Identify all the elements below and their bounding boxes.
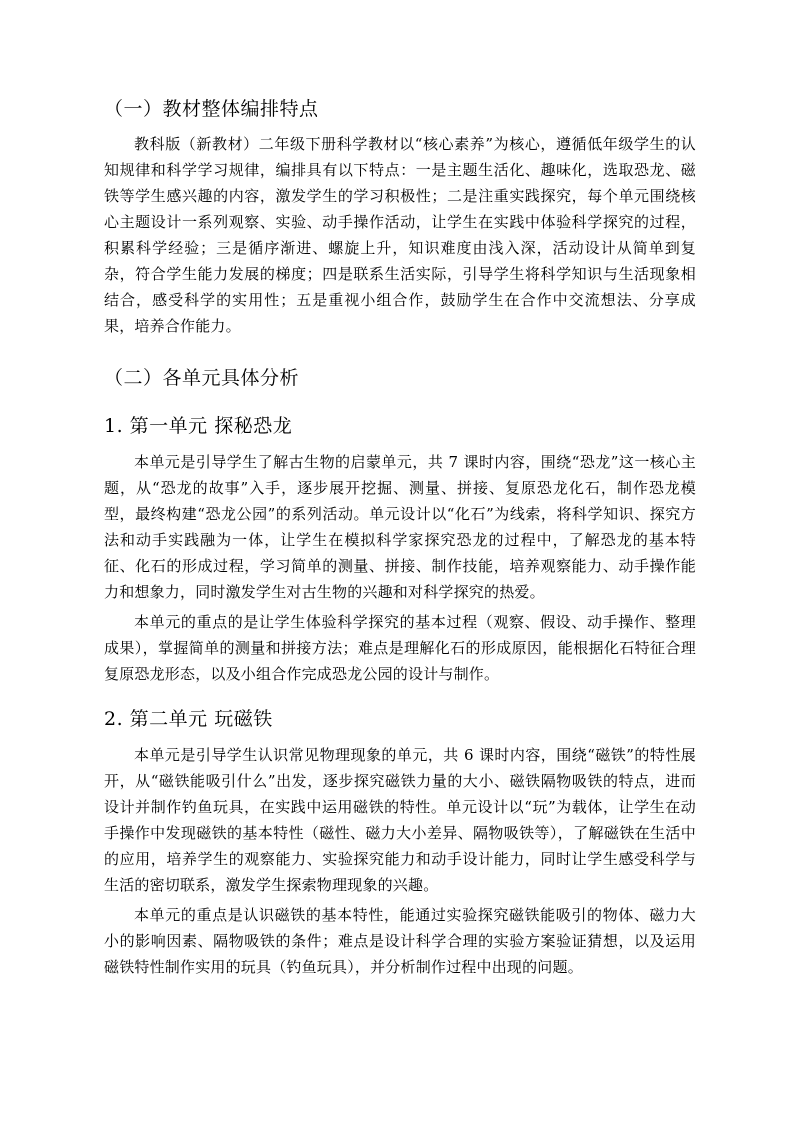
section-heading-unit-analysis: （二）各单元具体分析 bbox=[104, 367, 300, 389]
paragraph-unit1-focus: 本单元的重点的是让学生体验科学探究的基本过程（观察、假设、动手操作、整理成果），掌握简单的测量和拼接方法；难点是理解化石的形成原因，能根据化石特征合理复原恐龙形态，以及小组合作完成恐龙公园的设计与制作。 bbox=[104, 613, 696, 683]
unit-heading-magnet: 2. 第二单元 玩磁铁 bbox=[104, 708, 273, 730]
paragraph-unit2-overview: 本单元是引导学生认识常见物理现象的单元，共 6 课时内容，围绕“磁铁”的特性展开，从“磁铁能吸引什么”出发，逐步探究磁铁力量的大小、磁铁隔物吸铁的特点，进而设计并制作钓鱼玩具，在实践中运用磁铁的特性。单元设计以“玩”为载体，让学生在动手操作中发现磁铁的基本特性（磁性、磁力大小差异、隔物吸铁等），了解磁铁在生活中的应用，培养学生的观察能力、实验探究能力和动手设计能力，同时让学生感受科学与生活的密切联系，激发学生探索物理现象的兴趣。 bbox=[104, 746, 696, 894]
paragraph-overall-features: 教科版（新教材）二年级下册科学教材以“核心素养”为核心，遵循低年级学生的认知规律和科学学习规律，编排具有以下特点：一是主题生活化、趣味化，选取恐龙、磁铁等学生感兴趣的内容，激发学生的学习积极性；二是注重实践探究，每个单元围绕核心主题设计一系列观察、实验、动手操作活动，让学生在实践中体验科学探究的过程，积累科学经验；三是循序渐进、螺旋上升，知识难度由浅入深，活动设计从简单到复杂，符合学生能力发展的梯度；四是联系生活实际，引导学生将科学知识与生活现象相结合，感受科学的实用性；五是重视小组合作，鼓励学生在合作中交流想法、分享成果，培养合作能力。 bbox=[104, 135, 696, 335]
section-heading-overall-features: （一）教材整体编排特点 bbox=[104, 98, 319, 120]
paragraph-unit2-focus: 本单元的重点是认识磁铁的基本特性，能通过实验探究磁铁能吸引的物体、磁力大小的影响因素、隔物吸铁的条件；难点是设计科学合理的实验方案验证猜想，以及运用磁铁特性制作实用的玩具（钓鱼玩具），并分析制作过程中出现的问题。 bbox=[104, 906, 696, 976]
paragraph-unit1-overview: 本单元是引导学生了解古生物的启蒙单元，共 7 课时内容，围绕“恐龙”这一核心主题，从“恐龙的故事”入手，逐步展开挖掘、测量、拼接、复原恐龙化石，制作恐龙模型，最终构建“恐龙公园”的系列活动。单元设计以“化石”为线索，将科学知识、探究方法和动手实践融为一体，让学生在模拟科学家探究恐龙的过程中，了解恐龙的基本特征、化石的形成过程，学习简单的测量、拼接、制作技能，培养观察能力、动手操作能力和想象力，同时激发学生对古生物的兴趣和对科学探究的热爱。 bbox=[104, 453, 696, 601]
document-content bbox=[104, 96, 696, 980]
unit-heading-dinosaur: 1. 第一单元 探秘恐龙 bbox=[104, 415, 293, 437]
